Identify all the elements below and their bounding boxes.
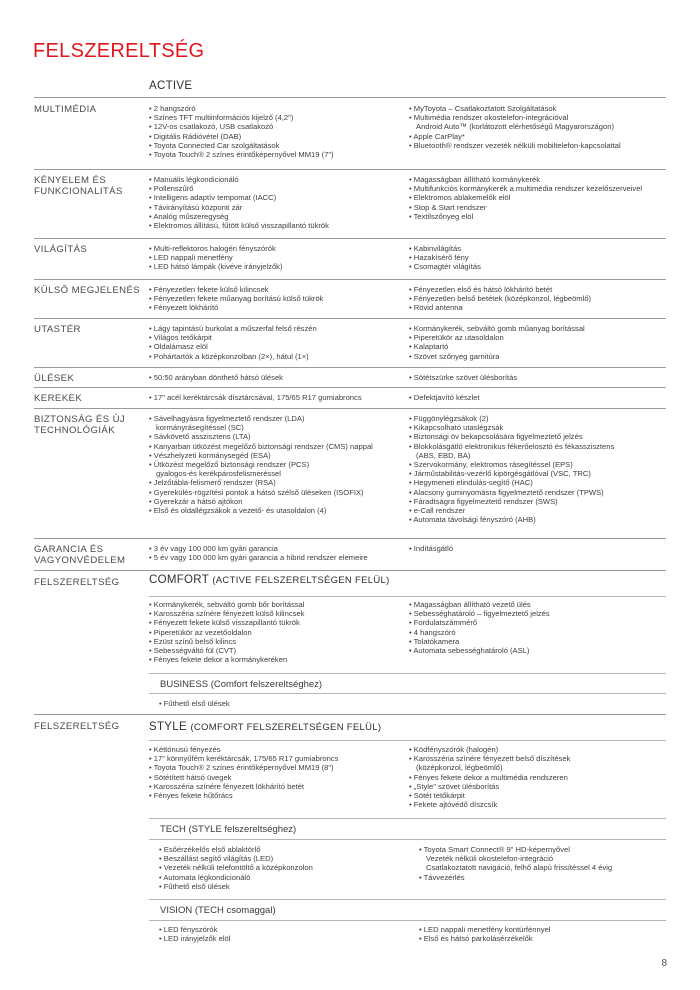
list-item: • Fényezetlen fekete műanyag borítású külső tükrök (149, 294, 411, 303)
list-item: • Kormánykerék, sebváltó gomb bőr borítással (149, 600, 411, 609)
list-left (149, 544, 411, 562)
list-item: kormányrásegítéssel (SC) (156, 423, 244, 433)
list-item: • Karosszéria színére fényezett külső kilincsek (149, 609, 411, 618)
list-item: • Stop & Start rendszer (409, 203, 671, 212)
list-item: gyalogos-és kerékpárosfelismeréssel (156, 469, 281, 479)
list-left (159, 925, 409, 943)
list-item: • Karosszéria színére fényezett belső díszítések (409, 754, 671, 763)
list-right (409, 600, 671, 655)
list-item: • Textilszőnyeg elöl (409, 212, 671, 221)
grade-suffix: (ACTIVE FELSZERELTSÉGEN FELÜL) (212, 575, 390, 586)
list-left (149, 373, 411, 382)
list-item: • Fényezett fekete külső visszapillantó tükrök (149, 618, 411, 627)
list-item: • Tolatókamera (409, 637, 671, 646)
list-item: • Sötét tetőkárpit (409, 791, 671, 800)
list-item: • LED hátsó lámpák (kivéve irányjelzők) (149, 262, 411, 271)
list-item: • Fűthető első ülések (159, 699, 409, 708)
list-item: • Járműstabilitás-vezérlő kipörgésgátlóval (VSC, TRC) (409, 469, 671, 478)
list-item: Vezeték nélküli okostelefon-integráció (426, 854, 554, 864)
list-item: • Blokkolásgátló elektronikus fékerőelosztó és fékasszisztens (409, 442, 671, 451)
list-left (149, 324, 411, 361)
list-item: • Kalaptartó (409, 342, 671, 351)
list-item: • Piperetükör az vezetőoldalon (149, 628, 411, 637)
list-item: • Ködfényszórók (halogén) (409, 745, 671, 754)
list-item: • 17" könnyűfém keréktárcsák, 175/65 R17 gumiabroncs (149, 754, 411, 763)
list-item: • Fényes fekete hűtőrács (149, 791, 411, 800)
package-name: TECH (160, 824, 186, 835)
divider (149, 596, 666, 597)
section-label: FELSZERELTSÉG (34, 721, 120, 732)
section-label: BIZTONSÁG ÉS ÚJ TECHNOLÓGIÁK (34, 414, 126, 436)
package-header-tech (160, 824, 296, 835)
list-item: • Vészhelyzeti kormánysegéd (ESA) (149, 451, 411, 460)
list-item: • Fényes fekete dekor a kormánykeréken (149, 655, 411, 664)
list-item: • Vezeték nélküli telefontöltő a középkonzolon (159, 863, 409, 872)
list-left (149, 175, 411, 230)
list-item: • Manuális légkondicionáló (149, 175, 411, 184)
list-item: • Kanyarban ütközést megelőző biztonsági rendszer (CMS) nappal (149, 442, 411, 451)
list-item: • Kormánykerék, sebváltó gomb műanyag borítással (409, 324, 671, 333)
list-item: • Toyota Smart Connect® 9" HD-képernyővel (419, 845, 671, 854)
list-item: • e-Call rendszer (409, 506, 671, 515)
list-item: • LED nappali menetfény kontúrfénnyel (419, 925, 671, 934)
list-item: • Fényezetlen fekete külső kilincsek (149, 285, 411, 294)
list-item: • Indításgátló (409, 544, 671, 553)
list-item: • Első és hátsó parkolásérzékelők (419, 934, 671, 943)
list-item: • Fényezett lökhárító (149, 303, 411, 312)
list-right (409, 373, 671, 382)
section-comfort (34, 570, 666, 719)
section-label: KÜLSŐ MEGJELENÉS (34, 285, 141, 296)
active-header: ACTIVE (149, 80, 193, 92)
list-item: • Magasságban állítható vezető ülés (409, 600, 671, 609)
list-right (409, 393, 671, 402)
list-item: • Függönylégzsákok (2) (409, 414, 671, 423)
section-label: GARANCIA ÉS VAGYONVÉDELEM (34, 544, 126, 566)
list-item: • Rövid antenna (409, 303, 671, 312)
list-item: (középkonzol, légbeömlő) (416, 763, 503, 773)
list-item: • Hazakísérő fény (409, 253, 671, 262)
list-item: • Elektromos ablakemelők elöl (409, 193, 671, 202)
list-item: • Karosszéria színére fényezett lökhárító betét (149, 782, 411, 791)
list-item: • Kikapcsolható utaslégzsák (409, 423, 671, 432)
section-label: KEREKEK (34, 393, 83, 404)
list-item: • Sötétített hátsó üvegek (149, 773, 411, 782)
list-item: • Piperetükör az utasoldalon (409, 333, 671, 342)
package-header-business (160, 679, 322, 690)
package-name: BUSINESS (160, 679, 209, 690)
list-item: Csatlakoztatott navigáció, felhő alapú frissítéssel 4 évig (426, 863, 613, 873)
list-right (409, 285, 671, 313)
section-label: VILÁGÍTÁS (34, 244, 88, 255)
list-item: • Kabinvilágítás (409, 244, 671, 253)
divider (149, 839, 666, 840)
list-right (409, 414, 671, 524)
list-item: • Pollenszűrő (149, 184, 411, 193)
list-item: • 5 év vagy 100 000 km gyári garancia a hibrid rendszer elemeire (149, 553, 411, 562)
list-item: • Első és oldallégzsákok a vezető- és utasoldalon (4) (149, 506, 411, 515)
page-title: FELSZERELTSÉG (33, 40, 205, 62)
divider (149, 693, 666, 694)
list-item: • Szervokormány, elektromos rásegítéssel (EPS) (409, 460, 671, 469)
list-item: • LED nappali menetfény (149, 253, 411, 262)
list-item: • Alacsony guminyomásra figyelmeztető rendszer (TPWS) (409, 488, 671, 497)
list-item: • Elektromos állítású, fűtött külső visszapillantó tükrök (149, 221, 411, 230)
list-item: • Gyerekzár a hátsó ajtókon (149, 497, 411, 506)
list-item: • Multi-reflektoros halogén fényszórók (149, 244, 411, 253)
list-item: • Automata távolsági fényszóró (AHB) (409, 515, 671, 524)
list-left (159, 699, 409, 708)
list-item: • Multimédia rendszer okostelefon-integrációval (409, 113, 671, 122)
list-right (409, 104, 671, 150)
list-item: • Színes TFT multiinformációs kijelző (4,2") (149, 113, 411, 122)
page-number: 8 (661, 958, 667, 969)
list-item: • Ütközést megelőző biztonsági rendszer (PCS) (149, 460, 411, 469)
list-item: • Toyota Touch® 2 színes érintőképernyővel MM19 (8") (149, 763, 411, 772)
list-item: • LED fényszórók (159, 925, 409, 934)
list-item: • Esőérzékelős első ablaktörlő (159, 845, 409, 854)
list-left (149, 600, 411, 664)
section-comfort-functionality (34, 169, 666, 236)
list-item: • Apple CarPlay* (409, 132, 671, 141)
list-left (149, 244, 411, 272)
list-left (149, 104, 411, 159)
list-item: • Lágy tapintású burkolat a műszerfal felső részén (149, 324, 411, 333)
section-seats (34, 367, 666, 386)
grade-suffix: (COMFORT FELSZERELTSÉGEN FELÜL) (190, 722, 382, 733)
list-item: • Fáradtságra figyelmeztető rendszer (SWS) (409, 497, 671, 506)
list-item: • Hegymeneti elindulás-segítő (HAC) (409, 478, 671, 487)
list-item: • Automata sebességhatároló (ASL) (409, 646, 671, 655)
section-label: ÜLÉSEK (34, 373, 75, 384)
list-item: • Fényezetlen első és hátsó lökhárító betét (409, 285, 671, 294)
list-item: • Oldalámasz elöl (149, 342, 411, 351)
list-item: • Intelligens adaptív tempomat (IACC) (149, 193, 411, 202)
package-name: VISION (160, 905, 193, 916)
list-right (409, 324, 671, 361)
package-suffix: (Comfort felszereltséghez) (210, 679, 323, 690)
list-right (409, 244, 671, 272)
list-item: • Világos tetőkárpit (149, 333, 411, 342)
list-item: • Digitális Rádióvétel (DAB) (149, 132, 411, 141)
list-item: • Multifunkciós kormánykerék a multimédia rendszer kezelőszerveivel (409, 184, 671, 193)
section-safety (34, 408, 666, 537)
list-item: • Ezüst színű belső kilincs (149, 637, 411, 646)
list-item: • 12V-os csatlakozó, USB csatlakozó (149, 122, 411, 131)
style-header (149, 721, 381, 733)
list-item: • Távirányítású központi zár (149, 203, 411, 212)
list-item: (ABS, EBD, BA) (416, 450, 471, 460)
list-item: • Bluetooth® rendszer vezeték nélküli mobiltelefon-kapcsolattal (409, 141, 671, 150)
package-suffix: (STYLE felszereltséghez) (188, 824, 297, 835)
list-item: • Csomagtér világítás (409, 262, 671, 271)
list-item: • Jelzőtábla-felismerő rendszer (RSA) (149, 478, 411, 487)
list-item: • MyToyota – Csatlakoztatott Szolgáltatások (409, 104, 671, 113)
list-item: • Toyota Touch® 2 színes érintőképernyővel MM19 (7") (149, 150, 411, 159)
divider (149, 673, 666, 674)
grade-name: STYLE (149, 721, 187, 733)
list-left (149, 285, 411, 313)
list-item: • Sötétszürke szövet ülésborítás (409, 373, 671, 382)
list-item: • Kéttónusú fényezés (149, 745, 411, 754)
list-item: • 17" acél keréktárcsák dísztárcsával, 175/65 R17 gumiabroncs (149, 393, 411, 402)
comfort-header (149, 574, 390, 586)
section-label: UTASTÉR (34, 324, 81, 335)
list-item: • Beszállást segítő világítás (LED) (159, 854, 409, 863)
section-lighting (34, 238, 666, 277)
list-item: • Távvezérlés (419, 873, 671, 882)
list-item: • Analóg műszeregység (149, 212, 411, 221)
list-item: • Biztonsági öv bekapcsolására figyelmeztető jelzés (409, 432, 671, 441)
list-item: • „Style" szövet ülésborítás (409, 782, 671, 791)
divider (149, 740, 666, 741)
package-suffix: (TECH csomaggal) (194, 905, 276, 916)
grade-name: COMFORT (149, 574, 209, 586)
list-item: • Sebességváltó fül (CVT) (149, 646, 411, 655)
list-item: • Defektjavító készlet (409, 393, 671, 402)
list-left (149, 393, 411, 402)
list-left (149, 414, 411, 515)
divider (149, 920, 666, 921)
list-item: • 3 év vagy 100 000 km gyári garancia (149, 544, 411, 553)
list-item: • LED irányjelzők elöl (159, 934, 409, 943)
list-item: • 4 hangszóró (409, 628, 671, 637)
list-item: • Toyota Connected Car szolgáltatások (149, 141, 411, 150)
list-item: • Magasságban állítható kormánykerék (409, 175, 671, 184)
package-header-vision (160, 905, 276, 916)
list-item: • 50:50 arányban dönthető hátsó ülések (149, 373, 411, 382)
list-item: • Fekete ajtóvédő díszcsík (409, 800, 671, 809)
list-right (409, 745, 671, 809)
section-warranty (34, 538, 666, 569)
list-item: • Gyerekülés-rögzítési pontok a hátsó szélső üléseken (ISOFIX) (149, 488, 411, 497)
divider (149, 899, 666, 900)
list-item: • Sávkövető asszisztens (LTA) (149, 432, 411, 441)
section-cabin (34, 318, 666, 365)
list-item: • Fényezetlen belső betétek (középkonzol, légbeömlő) (409, 294, 671, 303)
list-item: • Sávelhagyásra figyelmeztető rendszer (LDA) (149, 414, 411, 423)
list-item: • Fényes fekete dekor a multimédia rendszeren (409, 773, 671, 782)
list-item: • Pohártartók a középkonzolban (2×), hátul (1×) (149, 352, 411, 361)
list-item: • Automata légkondicionáló (159, 873, 409, 882)
list-item: • Sebességhatároló – figyelmeztető jelzés (409, 609, 671, 618)
list-item: Android Auto™ (korlátozott elérhetőségű Magyarországon) (416, 122, 614, 132)
list-right (419, 845, 671, 882)
section-label: FELSZERELTSÉG (34, 577, 120, 588)
section-multimedia (34, 97, 666, 168)
list-item: • Fűthető első ülések (159, 882, 409, 891)
divider (149, 818, 666, 819)
list-left (149, 745, 411, 800)
list-item: • 2 hangszóró (149, 104, 411, 113)
list-left (159, 845, 409, 891)
section-wheels (34, 387, 666, 406)
list-right (409, 544, 671, 553)
section-label: KÉNYELEM ÉS FUNKCIONALITÁS (34, 175, 123, 197)
section-label: MULTIMÉDIA (34, 104, 97, 115)
list-item: • Szövet szőnyeg garnitúra (409, 352, 671, 361)
list-right (419, 925, 671, 943)
list-right (409, 175, 671, 221)
section-style (34, 714, 666, 951)
section-exterior (34, 279, 666, 317)
list-item: • Fordulatszámmérő (409, 618, 671, 627)
